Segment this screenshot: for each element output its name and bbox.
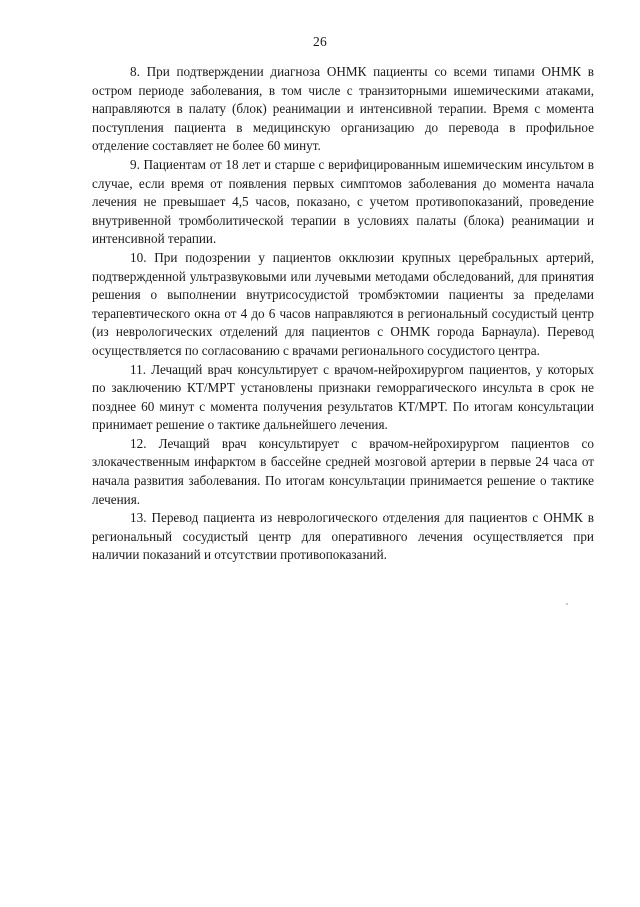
paragraph-8: 8. При подтверждении диагноза ОНМК пациенты со всеми типами ОНМК в остром периоде заболевания, в том числе с транзиторными ишемическими атаками, направляются в палату (блок) реанимации и интенсивной терапии. Время с момента поступления пациента в медицинскую организацию до перевода в профильное отделение составляет не более 60 минут. xyxy=(92,64,594,154)
document-body xyxy=(92,63,594,565)
paragraph-9: 9. Пациентам от 18 лет и старше с верифицированным ишемическим инсультом в случае, если время от появления первых симптомов заболевания до момента начала лечения не превышает 4,5 часов, показано, с учетом противопоказаний, проведение внутривенной тромболитической терапии в условиях палаты (блока) реанимации и интенсивной терапии. xyxy=(92,156,594,247)
paragraph-13: 13. Перевод пациента из неврологического отделения для пациентов с ОНМК в региональный сосудистый центр для оперативного лечения осуществляется при наличии показаний и отсутствии противопоказаний. xyxy=(92,510,594,563)
paragraph-10: 10. При подозрении у пациентов окклюзии крупных церебральных артерий, подтвержденной ультразвуковыми или лучевыми методами обследований, для принятия решения о выполнении внутрисосудистой тромбэктомии пациенты за пределами терапевтического окна от 4 до 6 часов направляются в региональный сосудистый центр (из неврологических отделений для пациентов с ОНМК города Барнаула). Перевод осуществляется по согласованию с врачами регионального сосудистого центра. xyxy=(92,249,594,358)
page-number: 26 xyxy=(313,34,327,49)
scan-speck xyxy=(566,603,568,605)
paragraph-12: 12. Лечащий врач консультирует с врачом-нейрохирургом пациентов со злокачественным инфарктом в бассейне средней мозговой артерии в первые 24 часа от начала развития заболевания. По итогам консультации принимается решение о тактике лечения. xyxy=(92,435,594,507)
paragraph-11: 11. Лечащий врач консультирует с врачом-нейрохирургом пациентов, у которых по заключению КТ/МРТ установлены признаки геморрагического инсульта в срок не позднее 60 минут с момента получения результатов КТ/МРТ. По итогам консультации принимает решение о тактике дальнейшего лечения. xyxy=(92,361,594,433)
